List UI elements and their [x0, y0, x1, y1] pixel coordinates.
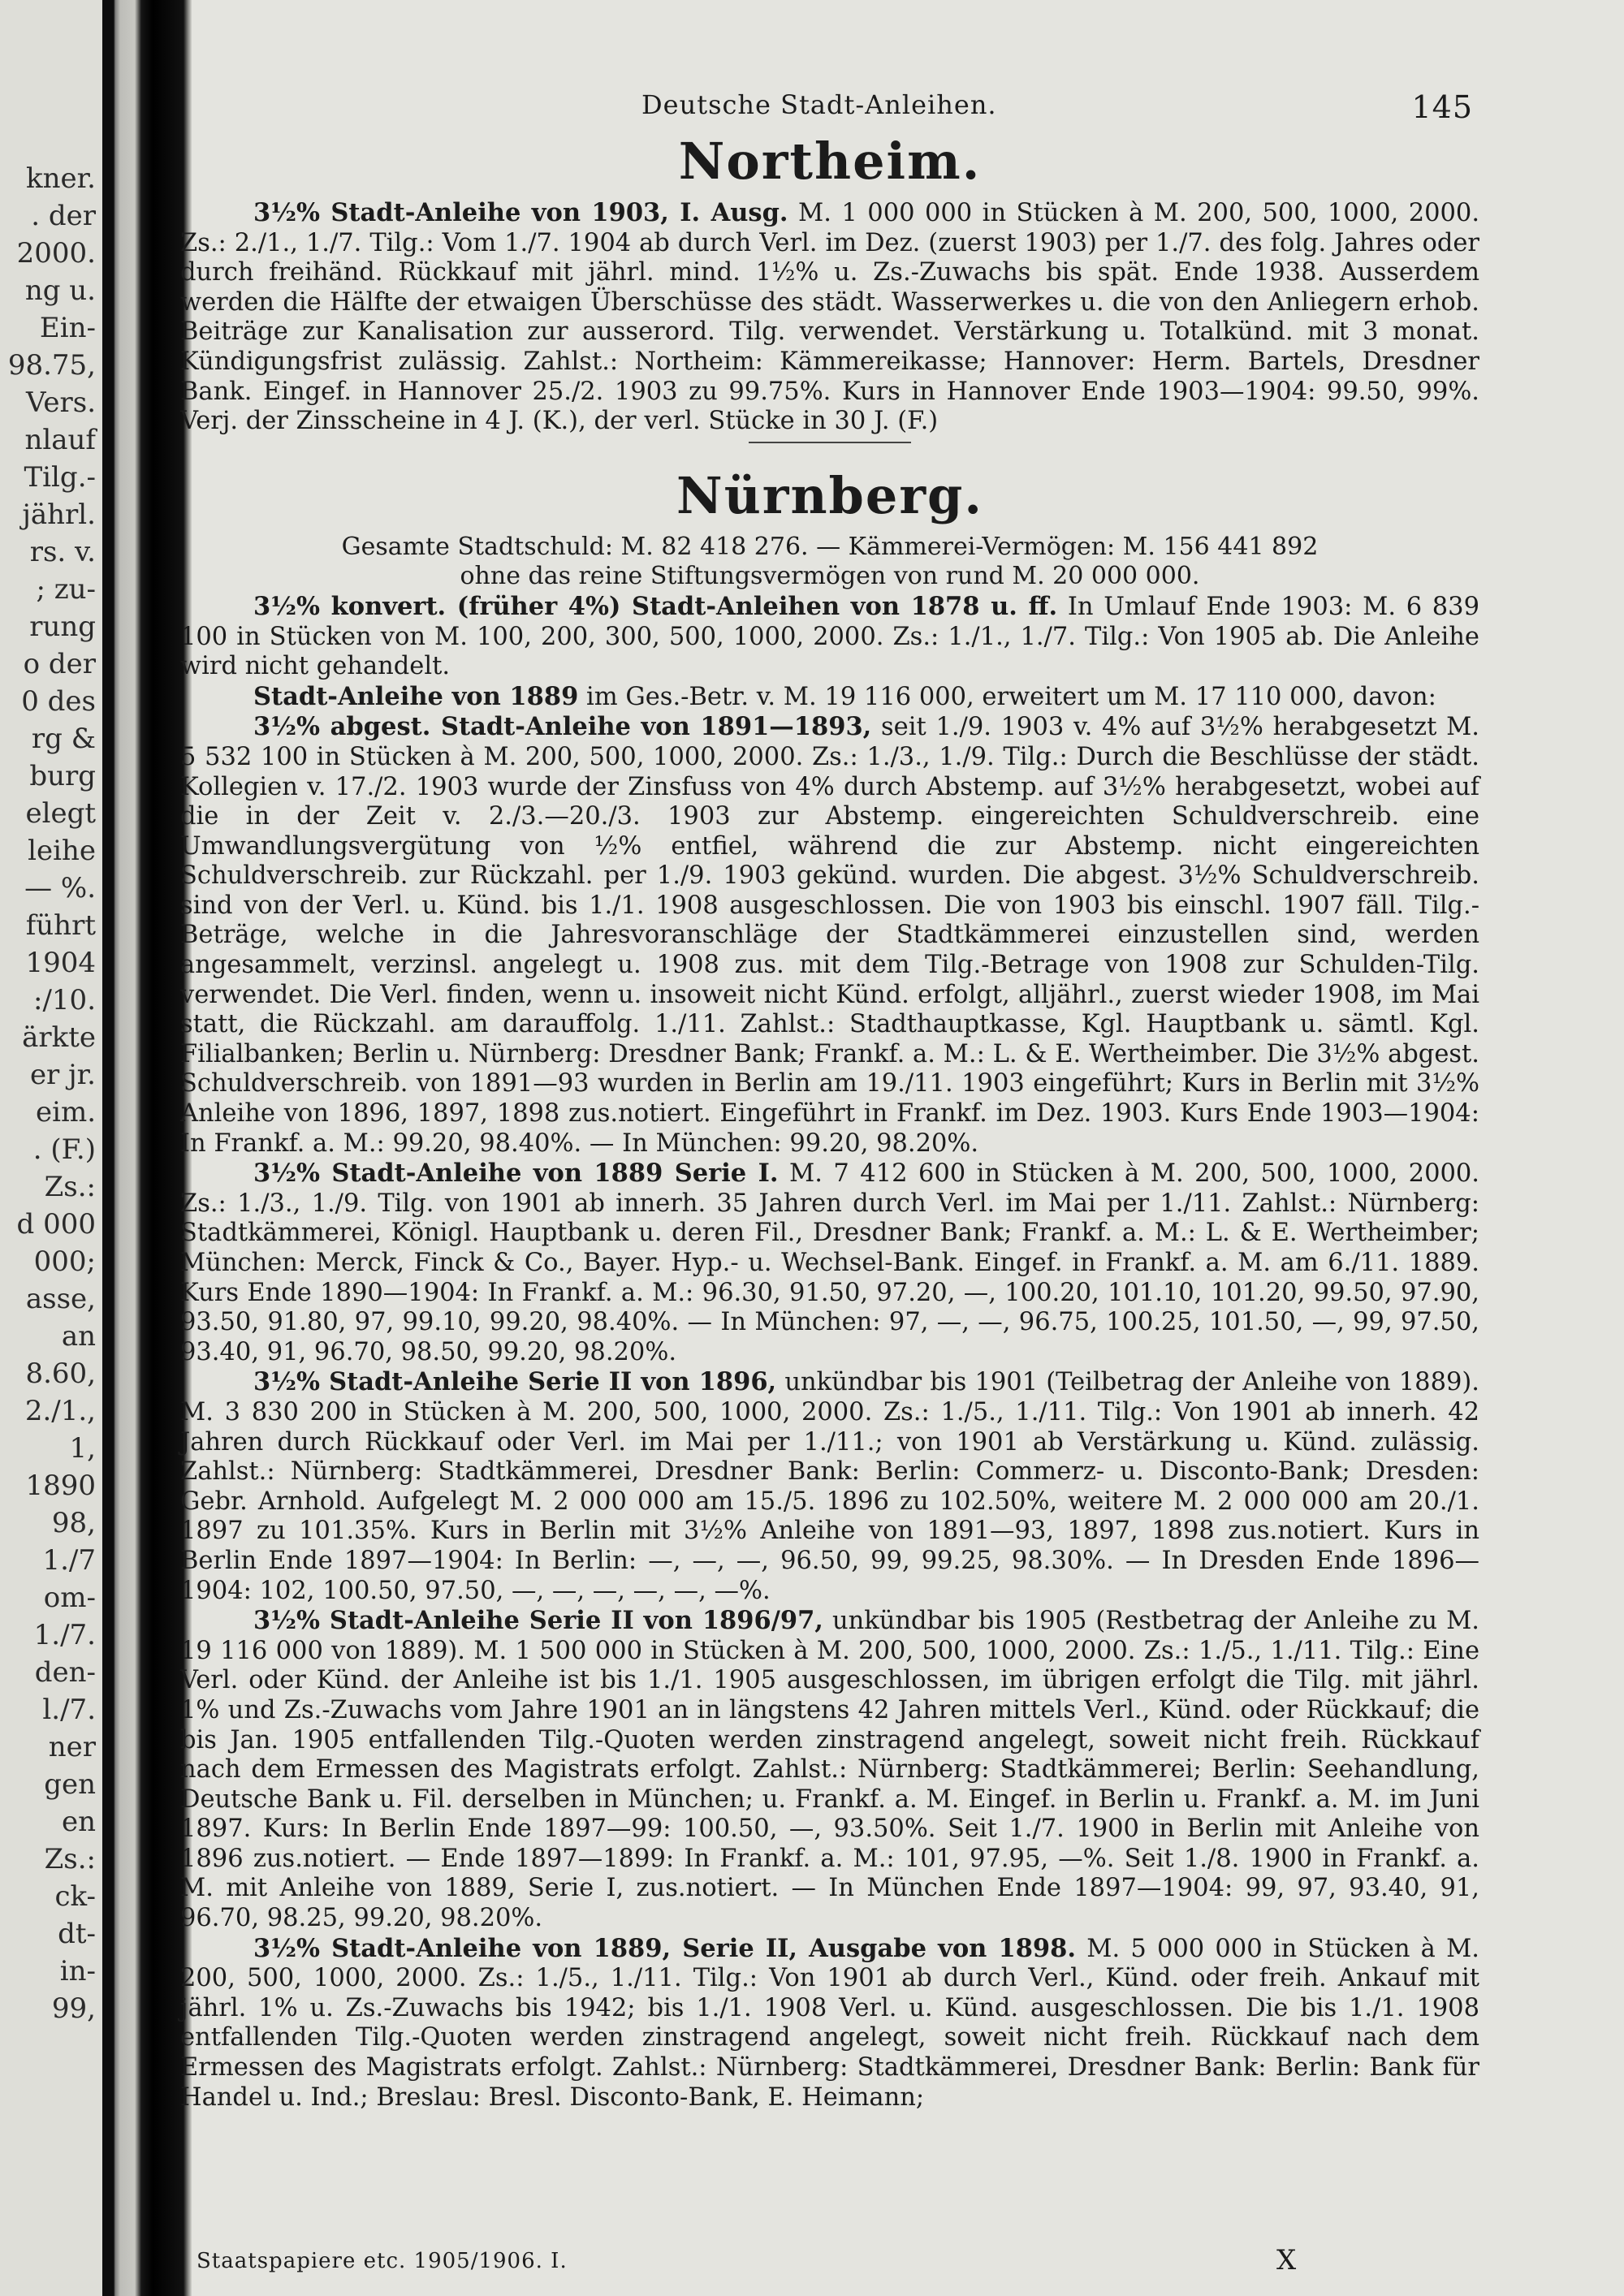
bond-title: 3½% konvert. (früher 4%) Stadt-Anleihen von 1878 u. ff.: [253, 591, 1058, 621]
page-number: 145: [1411, 89, 1473, 125]
margin-fragment: Vers.: [25, 386, 96, 419]
bond-entry: [180, 682, 1479, 713]
section-divider: [749, 442, 911, 443]
running-head: [180, 65, 1479, 125]
margin-fragment: ng u.: [24, 274, 96, 307]
margin-fragment: 1890: [25, 1470, 96, 1502]
margin-fragment: 1./7: [42, 1544, 96, 1577]
city-heading-northeim: Northeim.: [678, 132, 982, 191]
margin-fragment: nlauf: [24, 424, 96, 456]
bond-entry: [180, 1159, 1479, 1367]
margin-fragment: dt-: [58, 1918, 96, 1950]
bond-entry: [180, 1606, 1479, 1934]
bond-text: unkündbar bis 1901 (Teilbetrag der Anleihe von 1889). M. 3 830 200 in Stücken à M. 200, 500, 1000, 2000. Zs.: 1./5., 1./11. Tilg.: Von 1901 ab innerh. 42 Jahren durch Rückkauf oder Verl. im Mai per 1./11.; von 1901 ab Verstärkung u. Künd. zulässig. Zahlst.: Nürnberg: Stadtkämmerei, Dresdner Bank: Berlin: Commerz- u. Disconto-Bank; Dresden: Gebr. Arnhold. Aufgelegt M. 2 000 000 am 15./5. 1896 zu 102.50%, weitere M. 2 000 000 am 20./1. 1897 zu 101.35%. Kurs in Berlin mit 3½% Anleihe von 1891—93, 1897, 1898 zus.notiert. Kurs in Berlin Ende 1897—1904: In Berlin: —, —, —, 96.50, 99, 99.25, 98.30%. — In Dresden Ende 1896—1904: 102, 100.50, 97.50, —, —, —, —, —, —%.: [180, 1368, 1479, 1605]
bond-text: unkündbar bis 1905 (Restbetrag der Anleihe zu M. 19 116 000 von 1889). M. 1 500 000 in Stücken à M. 200, 500, 1000, 2000. Zs.: 1./5., 1./11. Tilg.: Eine Verl. oder Künd. der Anleihe ist bis 1./1. 1905 ausgeschlossen, im übrigen erfolgt die Tilg. mit jährl. 1% und Zs.-Zuwachs vom Jahre 1901 an in längstens 42 Jahren mittels Verl., Künd. oder Rückkauf; die bis Jan. 1905 entfallenden Tilg.-Quoten werden zinstragend angelegt, soweit nicht freih. Rückkauf nach dem Ermessen des Magistrats erfolgt. Zahlst.: Nürnberg: Stadtkämmerei; Berlin: Seehandlung, Deutsche Bank u. Fil. derselben in München; u. Frankf. a. M. Eingef. in Berlin u. Frankf. a. M. im Juni 1897. Kurs: In Berlin Ende 1897—99: 100.50, —, 93.50%. Seit 1./7. 1900 in Berlin mit Anleihe von 1896 zus.notiert. — Ende 1897—1899: In Frankf. a. M.: 101, 97.95, —%. Seit 1./8. 1900 in Frankf. a. M. mit Anleihe von 1889, Serie I, zus.notiert. — In München Ende 1897—1904: 99, 97, 93.40, 91, 96.70, 98.25, 99.20, 98.20%.: [180, 1607, 1479, 1933]
bond-text: im Ges.-Betr. v. M. 19 116 000, erweitert um M. 17 110 000, davon:: [586, 682, 1436, 711]
debt-summary-line-1: Gesamte Stadtschuld: M. 82 418 276. — Kämmerei-Vermögen: M. 156 441 892: [341, 532, 1319, 561]
city-heading-nuernberg: Nürnberg.: [676, 465, 983, 525]
binding-gutter: [102, 0, 192, 2296]
bond-title: 3½% Stadt-Anleihe von 1889, Serie II, Ausgabe von 1898.: [253, 1933, 1076, 1963]
margin-fragment: asse,: [25, 1283, 96, 1315]
bond-text: M. 5 000 000 in Stücken à M. 200, 500, 1000, 2000. Zs.: 1./5., 1./11. Tilg.: Von 1901 ab durch Verl., Künd. oder freih. Ankauf mit jährl. 1% u. Zs.-Zuwachs bis 1942; bis 1./1. 1908 Verl. u. Künd. ausgeschlossen. Die bis 1./1. 1908 entfallenden Tilg.-Quoten werden zinstragend angelegt, soweit nicht freih. Rückkauf nach dem Ermessen des Magistrats erfolgt. Zahlst.: Nürnberg: Stadtkämmerei, Dresdner Bank: Berlin: Bank für Handel u. Ind.; Breslau: Bresl. Disconto-Bank, E. Heimann;: [180, 1934, 1479, 2112]
margin-fragment: en: [61, 1806, 96, 1838]
margin-fragment: Zs.:: [44, 1843, 96, 1875]
page-content: [180, 65, 1479, 2113]
margin-fragment: :/10.: [33, 984, 96, 1016]
margin-fragment: rung: [29, 611, 96, 643]
bond-title: 3½% Stadt-Anleihe Serie II von 1896/97,: [253, 1606, 823, 1636]
margin-fragment: er jr.: [29, 1059, 96, 1091]
bond-title: 3½% Stadt-Anleihe Serie II von 1896,: [253, 1367, 777, 1397]
margin-fragment: 98.75,: [7, 349, 96, 382]
margin-fragment: in-: [59, 1955, 96, 1987]
northeim-bond-entry: [180, 198, 1479, 437]
margin-fragment: eim.: [35, 1096, 96, 1129]
margin-fragment: jährl.: [22, 498, 96, 531]
signature-mark: X: [1276, 2244, 1298, 2277]
footer-note: Staatspapiere etc. 1905/1906. I.: [197, 2249, 568, 2273]
margin-fragment: burg: [29, 760, 96, 792]
margin-fragment: ärkte: [22, 1021, 96, 1054]
margin-fragment: kner.: [26, 162, 96, 195]
margin-fragment: rs. v.: [29, 536, 96, 568]
margin-fragment: — %.: [24, 872, 96, 904]
bond-entry: [180, 712, 1479, 1159]
margin-fragment: om-: [43, 1582, 96, 1614]
margin-fragment: 98,: [51, 1507, 96, 1539]
margin-fragment: den-: [34, 1656, 96, 1689]
bond-text: seit 1./9. 1903 v. 4% auf 3½% herabgesetzt M. 5 532 100 in Stücken à M. 200, 500, 1000, 2000. Zs.: 1./3., 1./9. Tilg.: Durch die Beschlüsse der städt. Kollegien v. 17./2. 1903 wurde der Zinsfuss von 4% durch Abstemp. auf 3½% herabgesetzt, wobei auf die in der Zeit v. 2./3.—20./3. 1903 zur Abstemp. eingereichten Schuldverschreib. eine Umwandlungsvergütung von ½% entfiel, während die zur Abstemp. nicht eingereichten Schuldverschreib. zur Rückzahl. per 1./9. 1903 gekünd. wurden. Die abgest. 3½% Schuldverschreib. sind von der Verl. u. Künd. bis 1./1. 1908 ausgeschlossen. Die von 1903 bis einschl. 1907 fäll. Tilg.-Beträge, welche in die Jahresvoranschläge der Stadtkämmerei einzustellen sind, werden angesammelt, verzinsl. angelegt u. 1908 zus. mit dem Tilg.-Betrage von 1908 zur Schulden-Tilg. verwendet. Die Verl. finden, wenn u. insoweit nicht Künd. erfolgt, alljährl., zuerst wieder 1908, im Mai statt, die Rückzahl. am darauffolg. 1./11. Zahlst.: Stadthauptkasse, Kgl. Hauptbank u. sämtl. Kgl. Filialbanken; Berlin u. Nürnberg: Dresdner Bank; Frankf. a. M.: L. & E. Wertheimber. Die 3½% abgest. Schuldverschreib. von 1891—93 wurden in Berlin am 19./11. 1903 eingeführt; Kurs in Berlin mit 3½% Anleihe von 1896, 1897, 1898 zus.notiert. Eingeführt in Frankf. im Dez. 1903. Kurs Ende 1903—1904: In Frankf. a. M.: 99.20, 98.40%. — In München: 99.20, 98.20%.: [180, 713, 1479, 1158]
debt-summary-line-2: ohne das reine Stiftungsvermögen von rund M. 20 000 000.: [460, 562, 1200, 591]
margin-fragment: elegt: [25, 797, 96, 830]
margin-fragment: gen: [44, 1768, 96, 1801]
previous-page-margin: [0, 0, 102, 2296]
bond-entry: [180, 592, 1479, 682]
margin-fragment: führt: [25, 909, 96, 942]
margin-fragment: 0 des: [21, 685, 96, 718]
margin-fragment: 2./1.,: [24, 1395, 96, 1427]
margin-fragment: d 000: [16, 1208, 96, 1241]
running-head-title: Deutsche Stadt-Anleihen.: [641, 89, 997, 120]
northeim-bond-text: M. 1 000 000 in Stücken à M. 200, 500, 1000, 2000. Zs.: 2./1., 1./7. Tilg.: Vom 1./7. 1904 ab durch Verl. im Dez. (zuerst 1903) per 1./7. des folg. Jahres oder durch freihänd. Rückkauf mit jährl. mind. 1½% u. Zs.-Zuwachs bis spät. Ende 1938. Ausserdem werden die Hälfte der etwaigen Überschüsse des städt. Wasserwerkes u. die von den Anliegern erhob. Beiträge zur Kanalisation zur ausserord. Tilg. verwendet. Verstärkung u. Totalkünd. mit 3 monat. Kündigungsfrist zulässig. Zahlst.: Northeim: Kämmereikasse; Hannover: Herm. Bartels, Dresdner Bank. Eingef. in Hannover 25./2. 1903 zu 99.75%. Kurs in Hannover Ende 1903—1904: 99.50, 99%. Verj. der Zinsscheine in 4 J. (K.), der verl. Stücke in 30 J. (F.): [180, 199, 1480, 436]
northeim-bond-title: 3½% Stadt-Anleihe von 1903, I. Ausg.: [253, 198, 788, 227]
margin-fragment: 2000.: [16, 237, 96, 270]
margin-fragment: ; zu-: [36, 573, 96, 606]
bond-title: Stadt-Anleihe von 1889: [253, 681, 579, 711]
margin-fragment: 8.60,: [25, 1357, 96, 1390]
margin-fragment: Zs.:: [44, 1171, 96, 1203]
margin-fragment: . der: [31, 200, 96, 232]
margin-fragment: 1,: [69, 1432, 96, 1465]
page-footer: [197, 2244, 1415, 2277]
margin-fragment: 1./7.: [33, 1619, 96, 1651]
margin-fragment: rg &: [31, 723, 96, 755]
margin-fragment: an: [61, 1320, 96, 1353]
bond-text: M. 7 412 600 in Stücken à M. 200, 500, 1000, 2000. Zs.: 1./3., 1./9. Tilg. von 1901 ab innerh. 35 Jahren durch Verl. im Mai per 1./11. Zahlst.: Nürnberg: Stadtkämmerei, Königl. Hauptbank u. deren Fil., Dresdner Bank; Frankf. a. M.: L. & E. Wertheimber; München: Merck, Finck & Co., Bayer. Hyp.- u. Wechsel-Bank. Eingef. in Frankf. a. M. am 6./11. 1889. Kurs Ende 1890—1904: In Frankf. a. M.: 96.30, 91.50, 97.20, —, 100.20, 101.10, 101.20, 99.50, 97.90, 93.50, 91.80, 97, 99.10, 99.20, 98.40%. — In München: 97, —, —, 96.75, 100.25, 101.50, —, 99, 97.50, 93.40, 91, 96.70, 98.50, 99.20, 98.20%.: [180, 1159, 1479, 1366]
bond-title: 3½% abgest. Stadt-Anleihe von 1891—1893,: [253, 712, 872, 742]
margin-fragment: Ein-: [39, 312, 96, 344]
margin-fragment: l./7.: [42, 1694, 96, 1726]
margin-fragment: . (F.): [32, 1133, 96, 1166]
margin-fragment: leihe: [28, 835, 96, 867]
bond-entry: [180, 1934, 1479, 2113]
bond-entry: [180, 1367, 1479, 1606]
bond-title: 3½% Stadt-Anleihe von 1889 Serie I.: [253, 1159, 779, 1189]
margin-fragment: 000;: [33, 1245, 96, 1278]
margin-fragment: 1904: [25, 947, 96, 979]
bond-text: In Umlauf Ende 1903: M. 6 839 100 in Stücken von M. 100, 200, 300, 500, 1000, 2000. Zs.: 1./1., 1./7. Tilg.: Von 1905 ab. Die Anleihe wird nicht gehandelt.: [180, 592, 1479, 681]
margin-fragment: Tilg.-: [24, 461, 96, 494]
margin-fragment: ner: [48, 1731, 96, 1763]
margin-fragment: o der: [23, 648, 96, 680]
margin-fragment: ck-: [54, 1880, 96, 1913]
margin-fragment: 99,: [51, 1992, 96, 2025]
